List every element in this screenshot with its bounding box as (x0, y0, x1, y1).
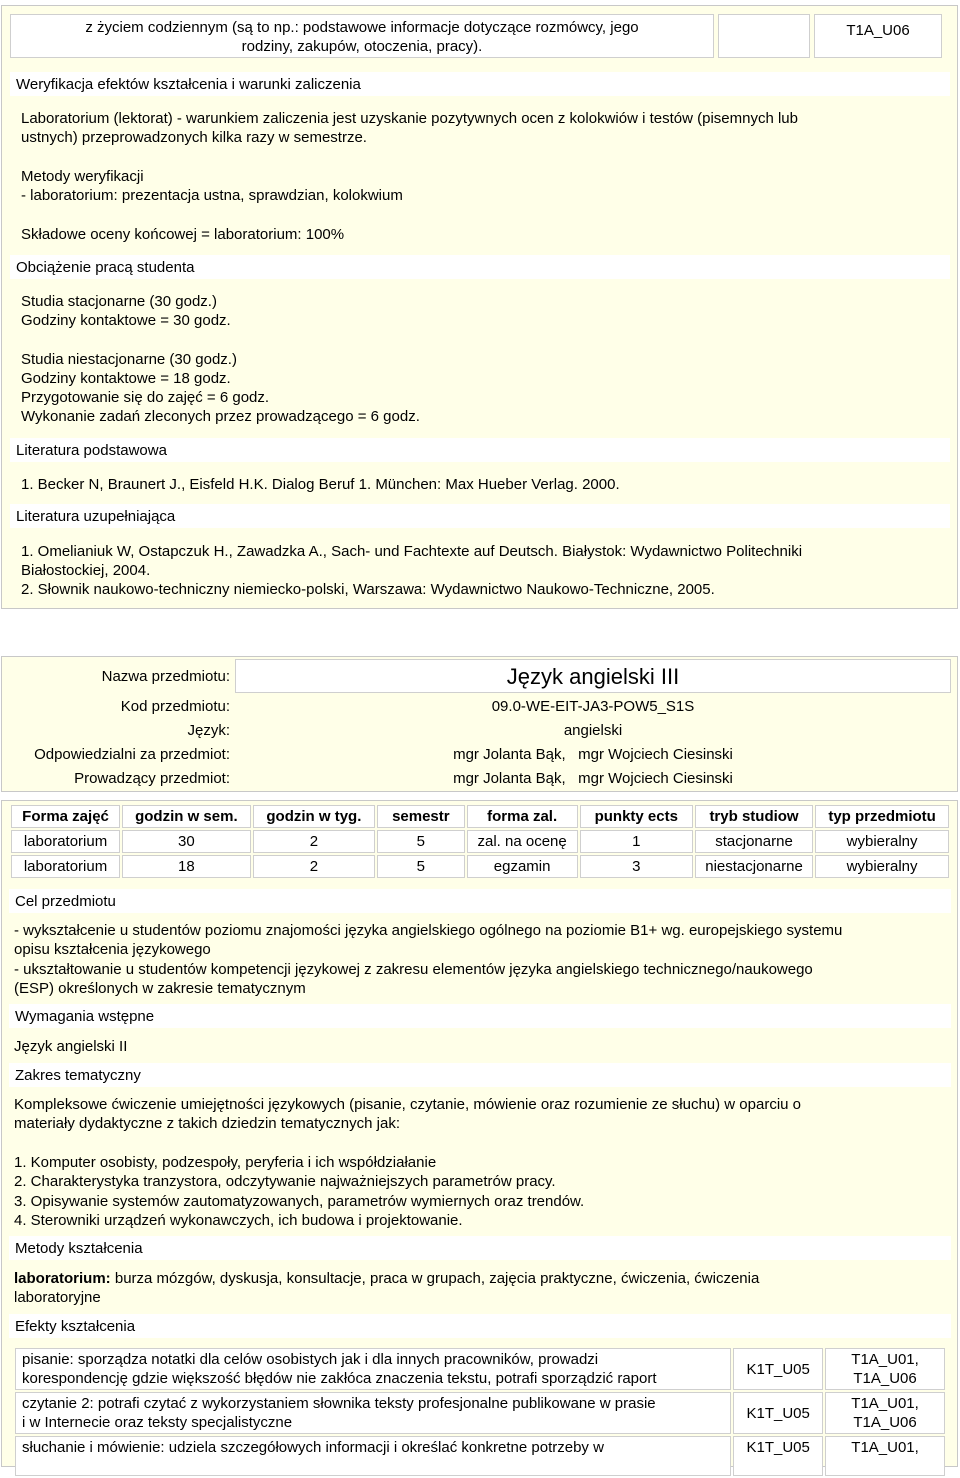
course-lecturer-label: Prowadzący przedmiot: (74, 770, 230, 787)
effect-k-code: K1T_U05 (733, 1436, 823, 1476)
cell-form: laboratorium (11, 830, 120, 853)
teaching-methods-line1 (14, 1269, 759, 1288)
classes-header-row (11, 805, 949, 828)
cell-hours-sem: 30 (122, 830, 251, 853)
teaching-methods-header-text: Metody kształcenia (15, 1240, 143, 1257)
course-details-frame (1, 800, 958, 1467)
course-name-cell (235, 659, 951, 693)
course-responsible-value: mgr Jolanta Bąk, mgr Wojciech Ciesinski (453, 746, 733, 763)
cell-course-type: wybieralny (815, 855, 949, 878)
literature-supp-item-2: 2. Słownik naukowo-techniczny niemiecko-polski, Warszawa: Wydawnictwo Naukowo-Techniczne, 2005. (21, 581, 715, 598)
methods-verification-prefix: - laboratorium: (21, 187, 118, 204)
effect-t-code (825, 1436, 945, 1476)
workload-header-text: Obciążenie pracą studenta (16, 259, 195, 276)
grade-components: Składowe oceny końcowej = laboratorium: 100% (21, 226, 345, 243)
cell-semester: 5 (377, 855, 464, 878)
goal-line1: - wykształcenie u studentów poziomu znajomości języka angielskiego ogólnego na poziomie B1+ wg. europejskiego systemu (14, 922, 843, 939)
cell-course-type: wybieralny (815, 830, 949, 853)
effect-t-code (825, 1348, 945, 1390)
cell-hours-week: 2 (253, 830, 375, 853)
workload-header (10, 255, 950, 279)
col-header-ects: punkty ects (580, 805, 693, 828)
literature-supp-header-text: Literatura uzupełniająca (16, 508, 176, 525)
cell-semester: 5 (377, 830, 464, 853)
course-name-value: Język angielski III (506, 664, 680, 689)
effect-t-code (825, 1392, 945, 1434)
scope-item-1: 1. Komputer osobisty, podzespoły, peryferia i ich współdziałanie (14, 1154, 437, 1171)
effects-header-text: Efekty kształcenia (15, 1318, 136, 1335)
effect-desc-line1: pisanie: sporządza notatki dla celów osobistych jak i dla innych pracowników, prowadzi (22, 1351, 599, 1368)
course-language-label: Język: (187, 722, 230, 739)
prev-effect-k-cell (718, 14, 810, 58)
cell-assessment: egzamin (467, 855, 578, 878)
stationary-title: Studia stacjonarne (30 godz.) (21, 293, 217, 310)
scope-item-4: 4. Sterowniki urządzeń wykonawczych, ich budowa i projektowanie. (14, 1212, 463, 1229)
scope-item-2: 2. Charakterystyka tranzystora, odczytywanie najważniejszych parametrów pracy. (14, 1173, 556, 1190)
literature-basic-header-text: Literatura podstawowa (16, 442, 167, 459)
classes-table (9, 803, 951, 880)
col-header-hours-week: godzin w tyg. (253, 805, 375, 828)
scope-line1: Kompleksowe ćwiczenie umiejętności językowych (pisanie, czytanie, mówienie oraz rozumienie ze słuchu) w oparciu o (14, 1096, 802, 1113)
goal-line3: - ukształtowanie u studentów kompetencji językowej z zakresu elementów języka angielskiego technicznego/naukowego (14, 961, 813, 978)
effects-header (9, 1314, 951, 1338)
course-name-label: Nazwa przedmiotu: (101, 668, 230, 685)
verification-header (10, 72, 950, 96)
scope-line2: materiały dydaktyczne z takich dziedzin tematycznych jak: (14, 1115, 400, 1132)
goal-line4: (ESP) określonych w zakresie tematycznym (14, 980, 306, 997)
effect-k-code: K1T_U05 (733, 1392, 823, 1434)
cell-hours-sem: 18 (122, 855, 251, 878)
literature-basic-item-1: 1. Becker N, Braunert J., Eisfeld H.K. Dialog Beruf 1. München: Max Hueber Verlag. 2000. (21, 476, 620, 493)
literature-basic-header (10, 438, 950, 462)
col-header-semester: semestr (377, 805, 464, 828)
effect-t-code-1: T1A_U01, (851, 1395, 919, 1412)
effect-k-code: K1T_U05 (733, 1348, 823, 1390)
requirements-header-text: Wymagania wstępne (15, 1008, 155, 1025)
effect-desc-line2: i w Internecie oraz teksty specjalistyczne (22, 1414, 293, 1431)
effect-desc-line1: słuchanie i mówienie: udziela szczegółowych informacji i określać konkretne potrzeby w (22, 1439, 604, 1456)
effect-t-code-2: T1A_U06 (853, 1370, 917, 1387)
effect-desc (15, 1348, 731, 1390)
scope-header (9, 1063, 951, 1087)
effect-t-code-1: T1A_U01, (851, 1439, 919, 1456)
methods-verification-line (21, 186, 403, 205)
prev-effect-code: T1A_U06 (846, 22, 910, 39)
goal-header-text: Cel przedmiotu (15, 893, 116, 910)
methods-verification-title: Metody weryfikacji (21, 168, 144, 185)
scope-item-3: 3. Opisywanie systemów zautomatyzowanych, parametrów wymiernych oraz trendów. (14, 1193, 585, 1210)
cell-ects: 3 (580, 855, 693, 878)
goal-line2: opisu kształcenia językowego (14, 941, 211, 958)
verification-text-line2: ustnych) przeprowadzonych kilka razy w semestrze. (21, 129, 367, 146)
cell-assessment: zal. na ocenę (467, 830, 578, 853)
table-row (11, 830, 949, 853)
teaching-methods-line2: laboratoryjne (14, 1289, 101, 1306)
effects-table (13, 1346, 947, 1478)
cell-hours-week: 2 (253, 855, 375, 878)
verification-header-text: Weryfikacja efektów kształcenia i warunki zaliczenia (16, 76, 361, 93)
col-header-assessment: forma zal. (467, 805, 578, 828)
col-header-form: Forma zajęć (11, 805, 120, 828)
table-row (15, 1392, 945, 1434)
cell-ects: 1 (580, 830, 693, 853)
table-row (15, 1348, 945, 1390)
course-code-value: 09.0-WE-EIT-JA3-POW5_S1S (491, 698, 695, 715)
nonstationary-title: Studia niestacjonarne (30 godz.) (21, 351, 237, 368)
col-header-course-type: typ przedmiotu (815, 805, 949, 828)
scope-header-text: Zakres tematyczny (15, 1067, 141, 1084)
col-header-hours-sem: godzin w sem. (122, 805, 251, 828)
nonstationary-tasks: Wykonanie zadań zleconych przez prowadzącego = 6 godz. (21, 408, 420, 425)
literature-supp-item-1a: 1. Omelianiuk W, Ostapczuk H., Zawadzka A., Sach- und Fachtexte auf Deutsch. Białystok: Wydawnictwo Politechniki (21, 543, 803, 560)
literature-supp-item-1b: Białostockiej, 2004. (21, 562, 151, 579)
cell-study-mode: niestacjonarne (695, 855, 813, 878)
effect-desc-line1: czytanie 2: potrafi czytać z wykorzystaniem słownika teksty profesjonalne publikowane w prasie (22, 1395, 656, 1412)
cell-form: laboratorium (11, 855, 120, 878)
col-header-study-mode: tryb studiow (695, 805, 813, 828)
course-language-value: angielski (563, 722, 623, 739)
requirements-header (9, 1004, 951, 1028)
table-row (11, 855, 949, 878)
prev-effect-t-cell (814, 14, 942, 58)
requirements-text: Język angielski II (14, 1038, 128, 1055)
nonstationary-prep: Przygotowanie się do zajęć = 6 godz. (21, 389, 270, 406)
prev-effect-desc-cell (10, 14, 714, 58)
prev-effect-desc-line2: rodziny, zakupów, otoczenia, pracy). (241, 38, 483, 55)
verification-text-line1: Laboratorium (lektorat) - warunkiem zaliczenia jest uzyskanie pozytywnych ocen z kolokwiów i testów (pisemnych lub (21, 110, 798, 127)
course-lecturer-value: mgr Jolanta Bąk, mgr Wojciech Ciesinski (453, 770, 733, 787)
course-info-frame (1, 656, 958, 792)
nonstationary-hours: Godziny kontaktowe = 18 godz. (21, 370, 231, 387)
table-row (15, 1436, 945, 1476)
goal-header (9, 889, 951, 913)
effect-desc-line2: korespondencję gdzie większość błędów nie zakłóca znaczenia tekstu, potrafi sporządzić raport (22, 1370, 657, 1387)
effect-desc (15, 1436, 731, 1476)
top-section-frame (1, 5, 958, 609)
methods-verification-text: prezentacja ustna, sprawdzian, kolokwium (121, 187, 403, 204)
course-responsible-label: Odpowiedzialni za przedmiot: (34, 746, 230, 763)
cell-study-mode: stacjonarne (695, 830, 813, 853)
teaching-methods-text: burza mózgów, dyskusja, konsultacje, praca w grupach, zajęcia praktyczne, ćwiczenia, ćwiczenia (114, 1270, 760, 1287)
teaching-methods-header (9, 1236, 951, 1260)
teaching-methods-prefix: laboratorium: (14, 1270, 111, 1287)
course-code-label: Kod przedmiotu: (120, 698, 230, 715)
stationary-hours: Godziny kontaktowe = 30 godz. (21, 312, 231, 329)
effect-t-code-2: T1A_U06 (853, 1414, 917, 1431)
prev-effect-desc-line1: z życiem codziennym (są to np.: podstawowe informacje dotyczące rozmówcy, jego (85, 19, 639, 36)
effect-desc (15, 1392, 731, 1434)
effect-t-code-1: T1A_U01, (851, 1351, 919, 1368)
literature-supp-header (10, 504, 950, 528)
